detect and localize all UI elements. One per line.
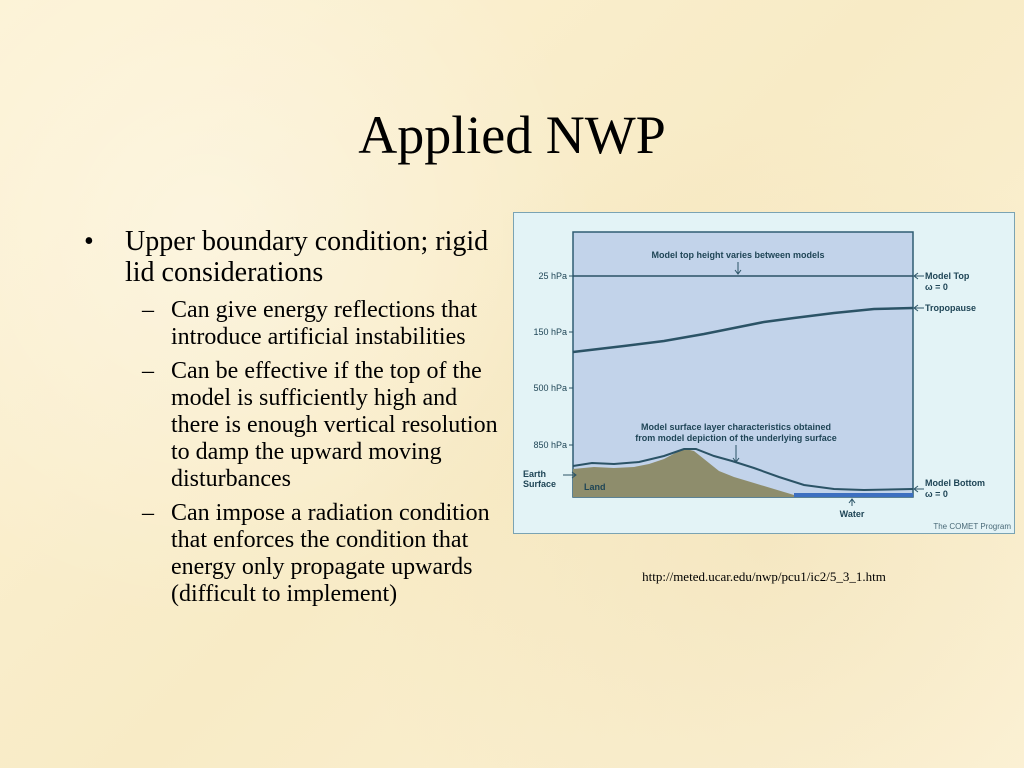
sub-bullet-2-text: Can be effective if the top of the model is sufficiently high and there is enough vertical resolution to damp the upward moving disturbances (171, 358, 498, 492)
figure-credit: The COMET Program (933, 522, 1011, 531)
model-bottom-omega: ω = 0 (925, 489, 948, 499)
bullet-dot: • (84, 226, 94, 257)
model-levels-figure (513, 212, 1015, 534)
pressure-label-850: 850 hPa (533, 440, 567, 450)
model-bottom-label: Model Bottom (925, 478, 985, 488)
model-top-label: Model Top (925, 271, 970, 281)
sub-bullet-dash: – (142, 500, 154, 526)
land-label: Land (584, 482, 606, 492)
sub-bullet-dash: – (142, 297, 154, 323)
pressure-label-25: 25 hPa (538, 271, 567, 281)
surface-note-line1: Model surface layer characteristics obtained (640, 422, 832, 432)
bullet-list (84, 226, 499, 608)
source-url: http://meted.ucar.edu/nwp/pcu1/ic2/5_3_1.htm (642, 569, 886, 584)
sub-bullet-2 (84, 358, 499, 493)
pressure-label-500: 500 hPa (533, 383, 567, 393)
top-note: Model top height varies between models (651, 250, 825, 260)
pressure-label-150: 150 hPa (533, 327, 567, 337)
water-area (794, 493, 913, 497)
tropopause-label: Tropopause (925, 303, 977, 313)
sub-bullet-1-text: Can give energy reflections that introduce artificial instabilities (171, 297, 478, 350)
model-top-omega: ω = 0 (925, 282, 948, 292)
sub-bullet-3 (84, 500, 499, 608)
water-label: Water (839, 509, 865, 519)
bullet-main-text: Upper boundary condition; rigid lid considerations (125, 226, 489, 288)
earth-label-line1: Earth (523, 469, 547, 479)
sub-bullet-dash: – (142, 358, 154, 384)
sub-bullet-1 (84, 297, 499, 351)
surface-note-line2: from model depiction of the underlying surface (635, 433, 837, 443)
slide-title: Applied NWP (358, 105, 666, 165)
model-domain-panel (573, 232, 913, 497)
bullet-main (84, 226, 499, 288)
figure-svg (514, 213, 1016, 535)
sub-bullet-3-text: Can impose a radiation condition that enforces the condition that energy only propagate upwards (difficult to implement) (171, 500, 490, 607)
earth-label-line2: Surface (523, 479, 557, 489)
